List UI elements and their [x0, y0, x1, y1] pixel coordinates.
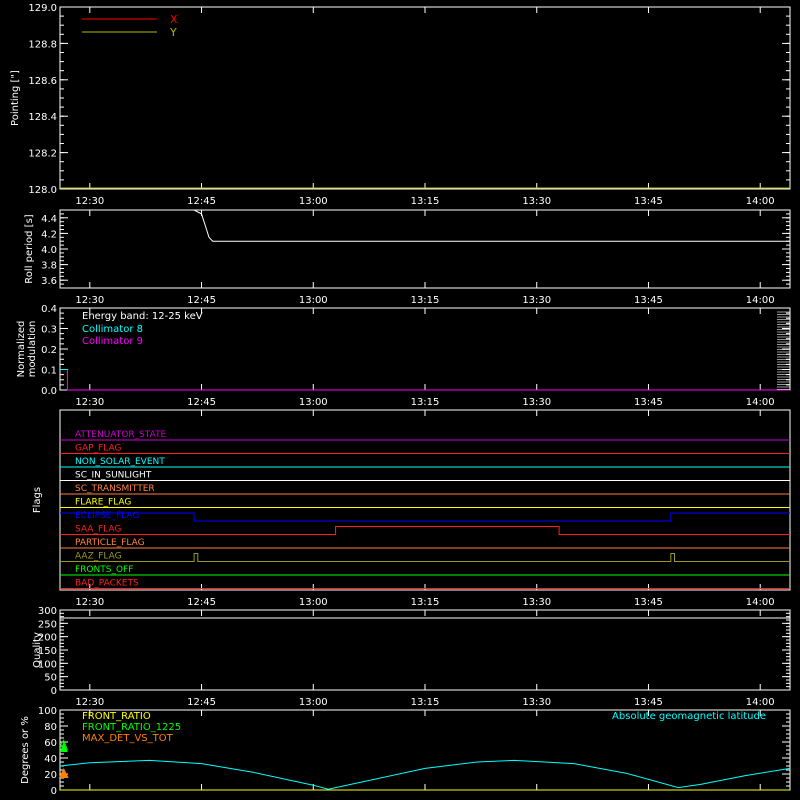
- y-tick-label: 100: [37, 659, 57, 671]
- time-tick-label: 13:00: [298, 196, 328, 207]
- time-tick-label: 12:45: [187, 196, 216, 207]
- legend-label: FRONT_RATIO_1225: [82, 722, 182, 733]
- y-tick-label: 0.0: [41, 386, 57, 397]
- panel-1-ylabel: Pointing ["]: [10, 70, 21, 126]
- time-tick-label: 13:15: [410, 397, 440, 408]
- y-tick-label: 3.6: [41, 276, 57, 288]
- time-tick-label: 14:00: [745, 295, 775, 306]
- y-tick-label: 0.3: [41, 324, 57, 336]
- legend-label: MAX_DET_VS_TOT: [82, 733, 173, 744]
- flag-label: ATTENUATOR_STATE: [75, 430, 167, 440]
- time-tick-label: 13:45: [634, 597, 663, 608]
- y-tick-label: 0.1: [41, 365, 57, 377]
- y-tick-label: 20: [44, 770, 57, 781]
- panel-4-ylabel: Flags: [32, 486, 43, 514]
- legend-label: Collimator 8: [82, 324, 143, 335]
- time-tick-label: 14:00: [745, 196, 775, 207]
- time-tick-label: 14:00: [745, 597, 775, 608]
- panel-5-ylabel: Quality: [32, 632, 43, 668]
- panel-2-ylabel: Roll period [s]: [24, 214, 35, 284]
- legend-label: Collimator 9: [82, 336, 143, 347]
- y-tick-label: 0.4: [41, 304, 57, 315]
- y-tick-label: 80: [44, 722, 57, 733]
- time-tick-label: 12:45: [187, 397, 216, 408]
- energy-band-label: Energy band: 12-25 keV: [82, 311, 203, 322]
- y-tick-label: 200: [37, 632, 57, 644]
- flag-label: SC_IN_SUNLIGHT: [75, 470, 152, 481]
- y-tick-label: 128.6: [28, 75, 57, 87]
- time-tick-label: 13:15: [410, 597, 440, 608]
- y-tick-label: 100: [37, 706, 57, 717]
- panel-6-ylabel: Degrees or %: [20, 716, 31, 784]
- time-tick-label: 13:00: [298, 295, 328, 306]
- flag-label: SC_TRANSMITTER: [75, 484, 155, 494]
- time-tick-label: 13:15: [410, 196, 440, 207]
- legend-label: FRONT_RATIO: [82, 711, 151, 722]
- legend-label: Y: [170, 26, 177, 39]
- y-tick-label: 4.0: [41, 245, 57, 256]
- time-tick-label: 13:30: [522, 196, 552, 207]
- time-tick-label: 13:30: [522, 397, 552, 408]
- y-tick-label: 129.0: [28, 3, 57, 14]
- y-tick-label: 0.2: [41, 345, 57, 356]
- y-tick-label: 3.8: [41, 260, 57, 272]
- time-tick-label: 12:45: [187, 295, 216, 306]
- flag-label: BAD_PACKETS: [75, 578, 139, 589]
- time-tick-label: 13:30: [522, 697, 552, 708]
- geomag-legend-label: Absolute geomagnetic latitude: [612, 711, 766, 722]
- time-tick-label: 12:45: [187, 597, 216, 608]
- y-tick-label: 50: [44, 672, 57, 684]
- time-tick-label: 13:45: [634, 196, 663, 207]
- time-tick-label: 14:00: [745, 697, 775, 708]
- flag-label: FRONTS_OFF: [75, 565, 134, 575]
- y-tick-label: 4.4: [41, 213, 57, 225]
- y-tick-label: 4.2: [41, 229, 57, 241]
- time-tick-label: 12:30: [75, 697, 105, 708]
- y-tick-label: 128.2: [28, 148, 57, 160]
- y-tick-label: 40: [44, 754, 57, 765]
- y-tick-label: 0: [50, 786, 57, 797]
- time-tick-label: 13:15: [410, 697, 440, 708]
- time-tick-label: 13:00: [298, 397, 328, 408]
- time-tick-label: 13:45: [634, 397, 663, 408]
- flag-label: FLARE_FLAG: [75, 497, 132, 508]
- y-tick-label: 0: [50, 686, 57, 697]
- flag-label: ECLIPSE_FLAG: [75, 511, 140, 521]
- time-tick-label: 13:30: [522, 295, 552, 306]
- time-tick-label: 13:00: [298, 597, 328, 608]
- panel-3-ylabel: Normalizedmodulation: [16, 320, 38, 378]
- y-tick-label: 250: [37, 619, 57, 631]
- y-tick-label: 128.4: [28, 112, 57, 124]
- y-tick-label: 128.0: [28, 185, 57, 196]
- time-tick-label: 13:30: [522, 597, 552, 608]
- y-tick-label: 128.8: [28, 39, 57, 51]
- time-tick-label: 12:30: [75, 295, 105, 306]
- time-tick-label: 13:00: [298, 697, 328, 708]
- time-tick-label: 13:15: [410, 295, 440, 306]
- flag-label: NON_SOLAR_EVENT: [75, 457, 165, 467]
- y-tick-label: 300: [37, 606, 57, 617]
- time-tick-label: 12:30: [75, 196, 105, 207]
- flag-label: GAP_FLAG: [75, 443, 122, 454]
- time-tick-label: 14:00: [745, 397, 775, 408]
- flag-label: PARTICLE_FLAG: [75, 538, 145, 548]
- y-tick-label: 60: [44, 738, 57, 749]
- time-tick-label: 13:45: [634, 295, 663, 306]
- flag-label: SAA_FLAG: [75, 524, 122, 535]
- legend-label: X: [170, 13, 178, 26]
- time-tick-label: 12:45: [187, 697, 216, 708]
- y-tick-label: 150: [37, 646, 57, 657]
- flag-label: AAZ_FLAG: [75, 551, 122, 562]
- time-tick-label: 12:30: [75, 597, 105, 608]
- time-tick-label: 12:30: [75, 397, 105, 408]
- time-tick-label: 13:45: [634, 697, 663, 708]
